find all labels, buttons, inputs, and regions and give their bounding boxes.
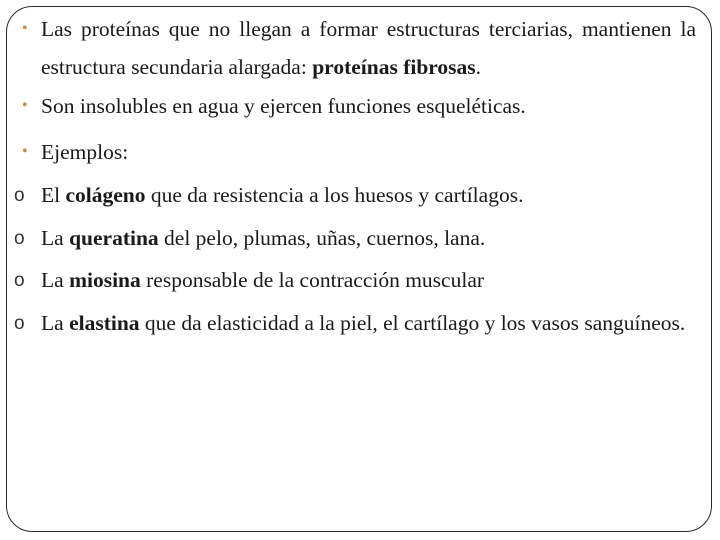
example-text-protein: queratina <box>69 226 159 250</box>
circle-bullet-icon: o <box>14 185 25 206</box>
bullet-text-emphasis: proteínas fibrosas <box>312 55 476 79</box>
example-text-rest: que da resistencia a los huesos y cartílagos. <box>145 183 524 207</box>
example-text-article: El <box>41 183 66 207</box>
circle-bullet-icon: o <box>14 270 25 291</box>
circle-bullet-icon: o <box>14 228 25 249</box>
circle-bullet-icon: o <box>14 313 25 334</box>
bullet-icon: • <box>22 20 28 37</box>
example-item-keratin <box>14 219 696 257</box>
example-text-article: La <box>41 226 70 250</box>
example-text-article: La <box>41 268 70 292</box>
example-text-protein: miosina <box>69 268 141 292</box>
bullet-icon: • <box>22 143 28 160</box>
bullet-text-end: . <box>475 55 482 79</box>
example-item-elastin <box>14 304 696 342</box>
bullet-text: Ejemplos: <box>41 140 129 164</box>
example-text <box>41 261 696 299</box>
bullet-text <box>41 10 696 86</box>
bullet-item-fibrous-proteins <box>20 10 696 86</box>
example-item-collagen <box>14 176 696 214</box>
bullet-icon: • <box>22 97 28 114</box>
example-text <box>41 176 696 214</box>
bullet-item-insoluble <box>20 87 696 125</box>
example-text-protein: elastina <box>69 311 140 335</box>
example-text-rest: que da elasticidad a la piel, el cartílago y los vasos sanguíneos. <box>139 311 686 335</box>
example-text-protein: colágeno <box>65 183 146 207</box>
example-item-myosin <box>14 261 696 299</box>
example-text-rest: del pelo, plumas, uñas, cuernos, lana. <box>158 226 486 250</box>
example-text <box>41 219 696 257</box>
example-text <box>41 304 696 342</box>
example-text-rest: responsable de la contracción muscular <box>140 268 485 292</box>
bullet-item-examples-heading <box>20 133 696 171</box>
example-text-article: La <box>41 311 70 335</box>
bullet-text-intro: Las proteínas que no llegan a formar estructuras terciarias, mantienen la estructura secundaria alargada: <box>41 17 696 79</box>
bullet-text: Son insolubles en agua y ejercen funciones esqueléticas. <box>41 94 526 118</box>
